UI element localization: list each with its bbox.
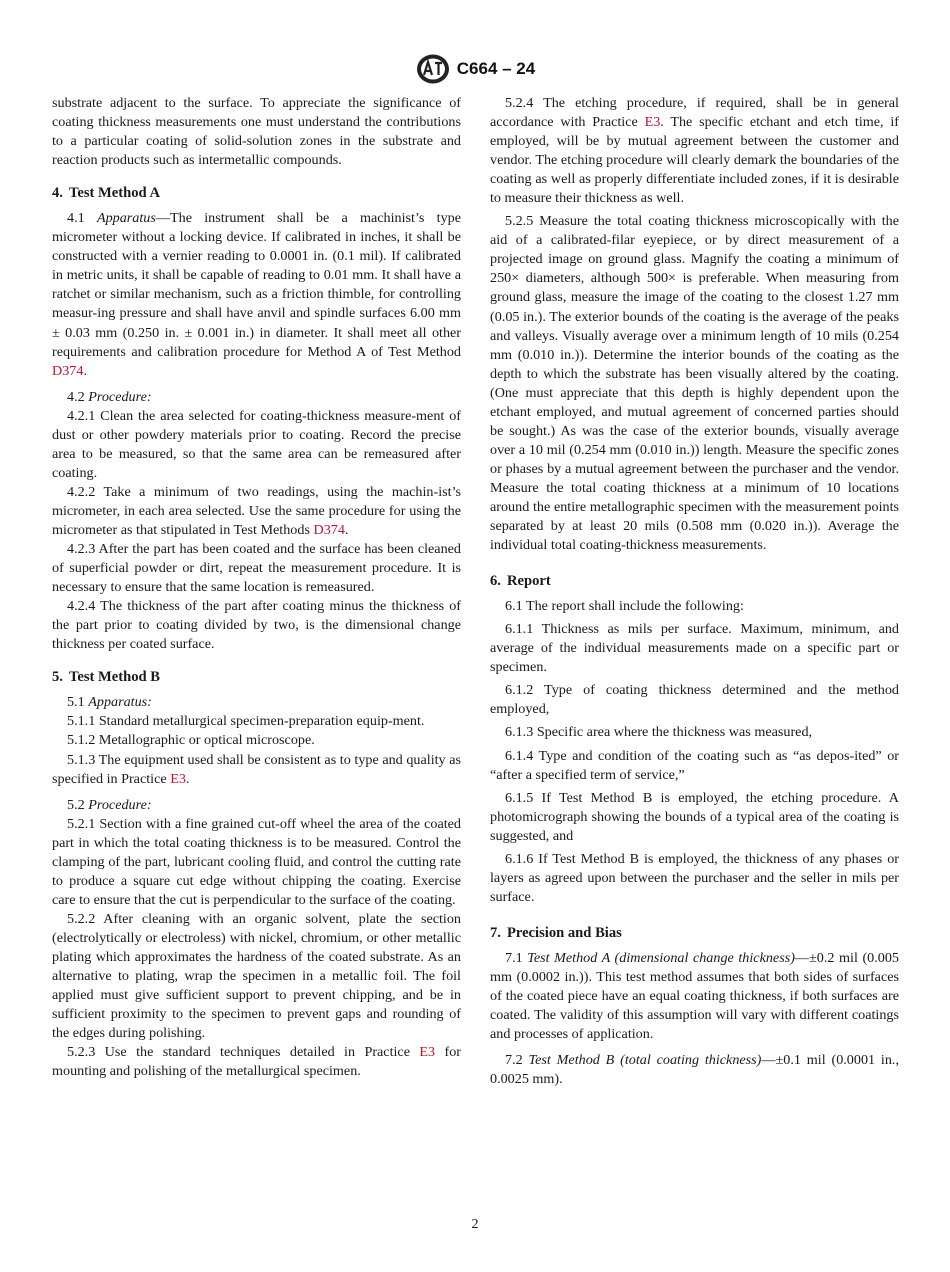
paragraph-7-2-number: 7.2: [505, 1052, 523, 1069]
page-header: [0, 52, 950, 86]
section-4-heading: [52, 184, 461, 203]
paragraph-4-1-label: Apparatus: [96, 210, 156, 227]
astm-logo-icon: [415, 53, 451, 85]
paragraph-5-2-3-text: 5.2.3 Use the standard techniques detailed in Practice: [67, 1044, 420, 1061]
section-4-title: Test Method A: [68, 185, 161, 202]
paragraph-7-2-label: Test Method B (total coating thickness): [528, 1052, 762, 1069]
paragraph-4-2-1: 4.2.1 Clean the area selected for coating-thickness measure-ment of dust or other powdery materials prior to coating. Record the precise area to be measured, so that the same area can be remeasured after coating.: [52, 407, 461, 481]
paragraph-4-2-4: 4.2.4 The thickness of the part after coating minus the thickness of the part prior to coating divided by two, is the dimensional change thickness per coated surface.: [52, 598, 461, 653]
paragraph-5-2-2: 5.2.2 After cleaning with an organic solvent, plate the section (electrolytically or electroless) with nickel, chromium, or other metallic plating which approximates the hardness of the coated substrate. As an alternative to plating, wrap the specimen in a metallic foil. The foil applied must give sufficient support to prevent chipping, and be in sufficient proximity to the specimen to prevent gaps and rounding of the edges during polishing.: [52, 910, 461, 1042]
page-number: 2: [471, 1217, 479, 1232]
paragraph-5-1-number: 5.1: [67, 694, 85, 711]
paragraph-5-1-2: 5.1.2 Metallographic or optical microscope.: [67, 732, 315, 749]
paragraph-5-2-3: [52, 1043, 461, 1081]
paragraph-6-1-4: 6.1.4 Type and condition of the coating such as “as depos-ited” or “after a specified term of service,”: [490, 747, 899, 783]
paragraph-7-2: [490, 1051, 899, 1089]
section-7-title: Precision and Bias: [506, 924, 622, 941]
section-7-heading: [490, 924, 899, 943]
paragraph-5-1-label: Apparatus:: [88, 694, 152, 711]
reference-link-e3[interactable]: E3: [170, 770, 186, 787]
paragraph-4-1-number: 4.1: [67, 210, 85, 227]
reference-link-e3[interactable]: E3: [419, 1044, 436, 1061]
section-5-title: Test Method B: [68, 669, 161, 686]
paragraph-5-2-5: 5.2.5 Measure the total coating thickness microscopically with the aid of a calibrated-filar eyepiece, or by direct measurement of a projected image on ground glass. Magnify the coating a minimum of 250× diameters, although 500× is preferable. When measuring from ground glass, measure the image of the coating to the closest 1.27 mm (0.05 in.). The exterior bounds of the coating is the average of the peaks and valleys. Visually average over a minimum length of 10 mils (0.254 mm (0.010 in.)). Determine the interior bounds of the coating as the depth to which the substrate has been visually altered by the coating. (One must appreciate that this depth is highly dependent upon the etchant employed, and mutual agreement of concerned parties should be sought.) As was the case of the exterior bounds, visually average over a 10 mil (0.254 mm (0.010 in.)) length. Measure the specific zones or phases by a mutual agreement between the purchaser and the vendor. Measure the total coating thickness at a minimum of 10 locations around the entire metallographic specimen with the measurement points separated by at least 20 mils (0.508 mm (0.020 in.)). Average the individual total coating-thickness measurements.: [490, 213, 899, 554]
reference-link-e3[interactable]: E3: [644, 114, 661, 131]
paragraph-6-1-3: 6.1.3 Specific area where the thickness was measured,: [505, 724, 813, 741]
document-designation: C664 – 24: [456, 59, 536, 78]
paragraph-7-1-text: —±0.2 mil (0.005 mm (0.0002 in.)). This test method assumes that both sides of surfaces of the coated piece have an equal coating thickness, if both surfaces are coated. The validity of this assumption will vary with different coatings and processes of application.: [490, 949, 899, 1043]
paragraph-5-2-1: 5.2.1 Section with a fine grained cut-off wheel the area of the coated part in which the total coating thickness is to be measured. Control the clamping of the part, lubricant cooling fluid, and control the cutting rate to produce a square cut edge without chipping the coating. Exercise care to ensure that the cut is perpendicular to the surface of the coating.: [52, 815, 461, 908]
section-7-number: 7.: [490, 924, 501, 941]
paragraph-6-1-1: 6.1.1 Thickness as mils per surface. Maximum, minimum, and average of the individual measurements made on a specific part or specimen.: [490, 621, 899, 676]
section-5-number: 5.: [52, 669, 63, 686]
paragraph-6-1: 6.1 The report shall include the following:: [505, 598, 744, 615]
section-4-number: 4.: [52, 185, 63, 202]
paragraph-4-2-2-end: .: [344, 521, 349, 538]
paragraph-5-2-4: [490, 94, 899, 208]
section-6-title: Report: [506, 573, 551, 590]
paragraph-5-1-3: [52, 751, 461, 789]
paragraph-5-1: [52, 693, 461, 712]
paragraph-5-2-number: 5.2: [67, 796, 85, 813]
right-column: [490, 94, 899, 1089]
paragraph-intro: substrate adjacent to the surface. To appreciate the significance of coating thickness measurements one must understand the contributions to a particular coating of solid-solution zones in the substrate and reaction products such as intermetallic compounds.: [52, 95, 461, 169]
paragraph-4-1-end: .: [83, 362, 87, 379]
paragraph-7-1-label: Test Method A (dimensional change thickness): [527, 949, 795, 966]
paragraph-6-1-5: 6.1.5 If Test Method B is employed, the etching procedure. A photomicrograph showing the bounds of a typical area of the coating is suggested, and: [490, 789, 899, 844]
paragraph-4-1-text: —The instrument shall be a machinist’s type micrometer without a locking device. If calibrated in inches, it shall be constructed with a vernier reading to 0.0001 in. (0.1 mil). If calibrated in metric units, it shall be capable of reading to 0.01 mm. It shall have a ratchet or similar mechanism, such as a friction thimble, for controlling measur-ing pressure and shall have anvil and spindle surfaces 6.00 mm ± 0.03 mm (0.250 in. ± 0.001 in.) in diameter. It shall meet all other requirements and calibration procedure for Method A of Test Method: [52, 210, 461, 360]
paragraph-4-2-3: 4.2.3 After the part has been coated and the surface has been cleaned of superficial powder or dirt, repeat the measurement procedure. It is necessary to ensure that the same location is remeasured.: [52, 541, 461, 596]
section-6-number: 6.: [490, 573, 501, 590]
paragraph-5-2-label: Procedure:: [88, 796, 152, 813]
reference-link-d374[interactable]: D374: [313, 521, 345, 538]
paragraph-5-1-3-end: .: [185, 770, 190, 787]
section-5-heading: [52, 668, 461, 687]
paragraph-4-2-number: 4.2: [67, 388, 85, 405]
paragraph-5-2-4-rest: . The specific etchant and etch time, if employed, will be by mutual agreement between the customer and vendor. The etching procedure will clearly demark the boundaries of the coating as well as properly differentiate included zones, if it is desirable to measure their thickness as well.: [490, 114, 899, 207]
paragraph-5-2: [52, 796, 461, 815]
section-6-heading: [490, 572, 899, 591]
paragraph-7-1-number: 7.1: [505, 949, 523, 966]
paragraph-5-1-1: 5.1.1 Standard metallurgical specimen-preparation equip-ment.: [67, 713, 425, 730]
paragraph-7-1: [490, 949, 899, 1044]
paragraph-6-1-6: 6.1.6 If Test Method B is employed, the thickness of any phases or layers as agreed upon between the purchaser and the seller in mils per surface.: [490, 850, 899, 905]
reference-link-d374[interactable]: D374: [52, 362, 84, 379]
paragraph-6-1-2: 6.1.2 Type of coating thickness determined and the method employed,: [490, 682, 899, 718]
paragraph-4-2-2-text: 4.2.2 Take a minimum of two readings, using the machin-ist’s micrometer, in each area selected. Use the same procedure for using the micrometer as that stipulated in Test Methods: [52, 483, 461, 538]
paragraph-5-1-3-text: 5.1.3 The equipment used shall be consistent as to type and quality as specified in Practice: [52, 751, 461, 787]
paragraph-4-2: [52, 388, 461, 407]
paragraph-4-2-2: [52, 483, 461, 540]
paragraph-5-2-4-text: 5.2.4 The etching procedure, if required, shall be in general accordance with Practice: [490, 95, 899, 131]
paragraph-4-1: [52, 209, 461, 380]
left-column: [52, 94, 461, 1081]
paragraph-5-2-3-end: for mounting and polishing of the metallurgical specimen.: [52, 1044, 461, 1080]
paragraph-7-2-text: —±0.1 mil (0.0001 in., 0.0025 mm).: [490, 1052, 899, 1088]
paragraph-4-2-label: Procedure:: [88, 388, 152, 405]
